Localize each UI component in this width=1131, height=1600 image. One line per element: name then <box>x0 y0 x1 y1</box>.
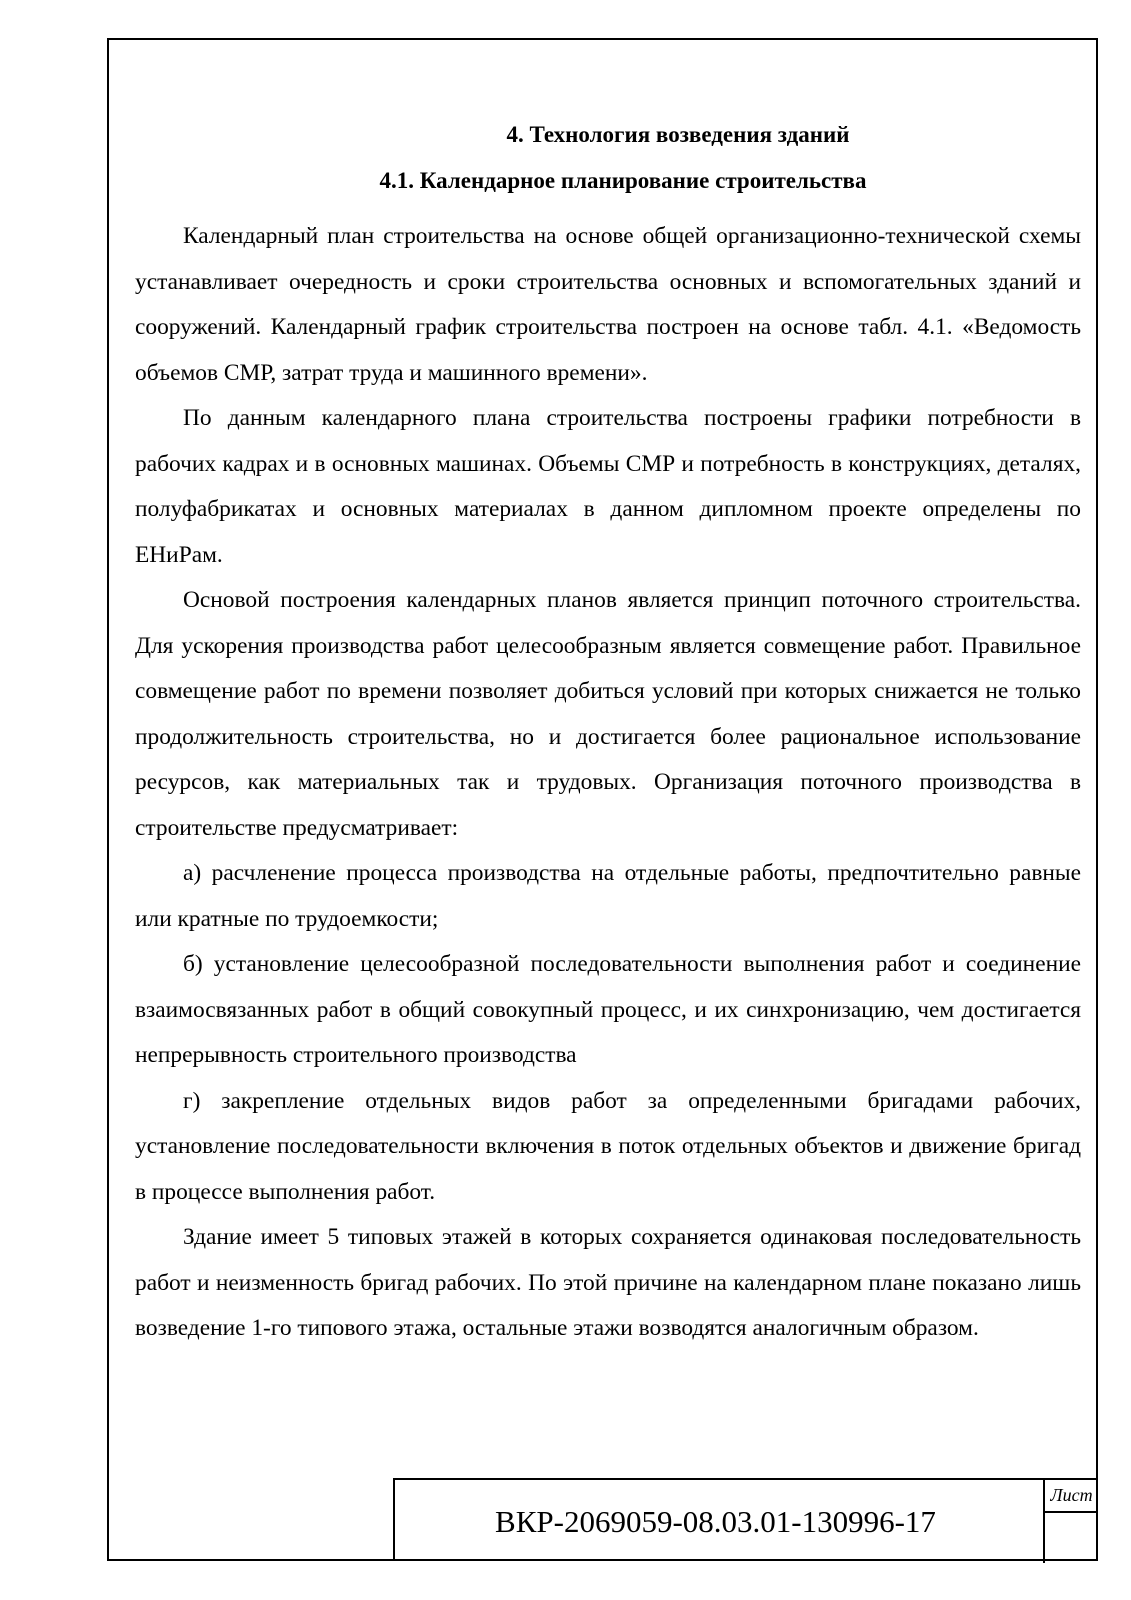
list-item: б) установление целесообразной последовательности выполнения работ и соединение взаимосвязанных работ в общий совокупный процесс, и их синхронизацию, чем достигается непрерывность строительного производства <box>135 951 1081 1068</box>
list-item: г) закрепление отдельных видов работ за определенными бригадами рабочих, установление последовательности включения в поток отдельных объектов и движение бригад в процессе выполнения работ. <box>135 1087 1081 1205</box>
paragraph: Здание имеет 5 типовых этажей в которых сохраняется одинаковая последовательность работ и неизменность бригад рабочих. По этой причине на календарном плане показано лишь возведение 1-го типового этажа, остальные этажи возводятся аналогичным образом. <box>135 1224 1081 1341</box>
sheet-box <box>1043 1480 1098 1563</box>
paragraph: Календарный план строительства на основе общей организационно-технической схемы устанавливает очередность и сроки строительства основных и вспомогательных зданий и сооружений. Календарный график строительства построен на основе табл. 4.1. «Ведомость объемов СМР, затрат труда и машинного времени». <box>135 223 1081 386</box>
title-block <box>393 1478 1098 1561</box>
document-code: ВКР-2069059-08.03.01-130996-17 <box>495 1504 936 1539</box>
paragraph: По данным календарного плана строительства построены графики потребности в рабочих кадрах и в основных машинах. Объемы СМР и потребность в конструкциях, деталях, полуфабрикатах и основных материалах в данном дипломном проекте определены по ЕНиРам. <box>135 405 1081 568</box>
document-body <box>135 115 1081 1352</box>
sheet-label: Лист <box>1045 1480 1098 1513</box>
list-item: а) расчленение процесса производства на отдельные работы, предпочтительно равные или кратные по трудоемкости; <box>135 860 1081 932</box>
subsection-heading: 4.1. Календарное планирование строительства <box>379 168 867 193</box>
paragraph: Основой построения календарных планов является принцип поточного строительства. Для ускорения производства работ целесообразным является совмещение работ. Правильное совмещение работ по времени позволяет добиться условий при которых снижается не только продолжительность строительства, но и достигается более рациональное использование ресурсов, как материальных так и трудовых. Организация поточного производства в строительстве предусматривает: <box>135 587 1081 841</box>
section-heading: 4. Технология возведения зданий <box>506 122 850 147</box>
